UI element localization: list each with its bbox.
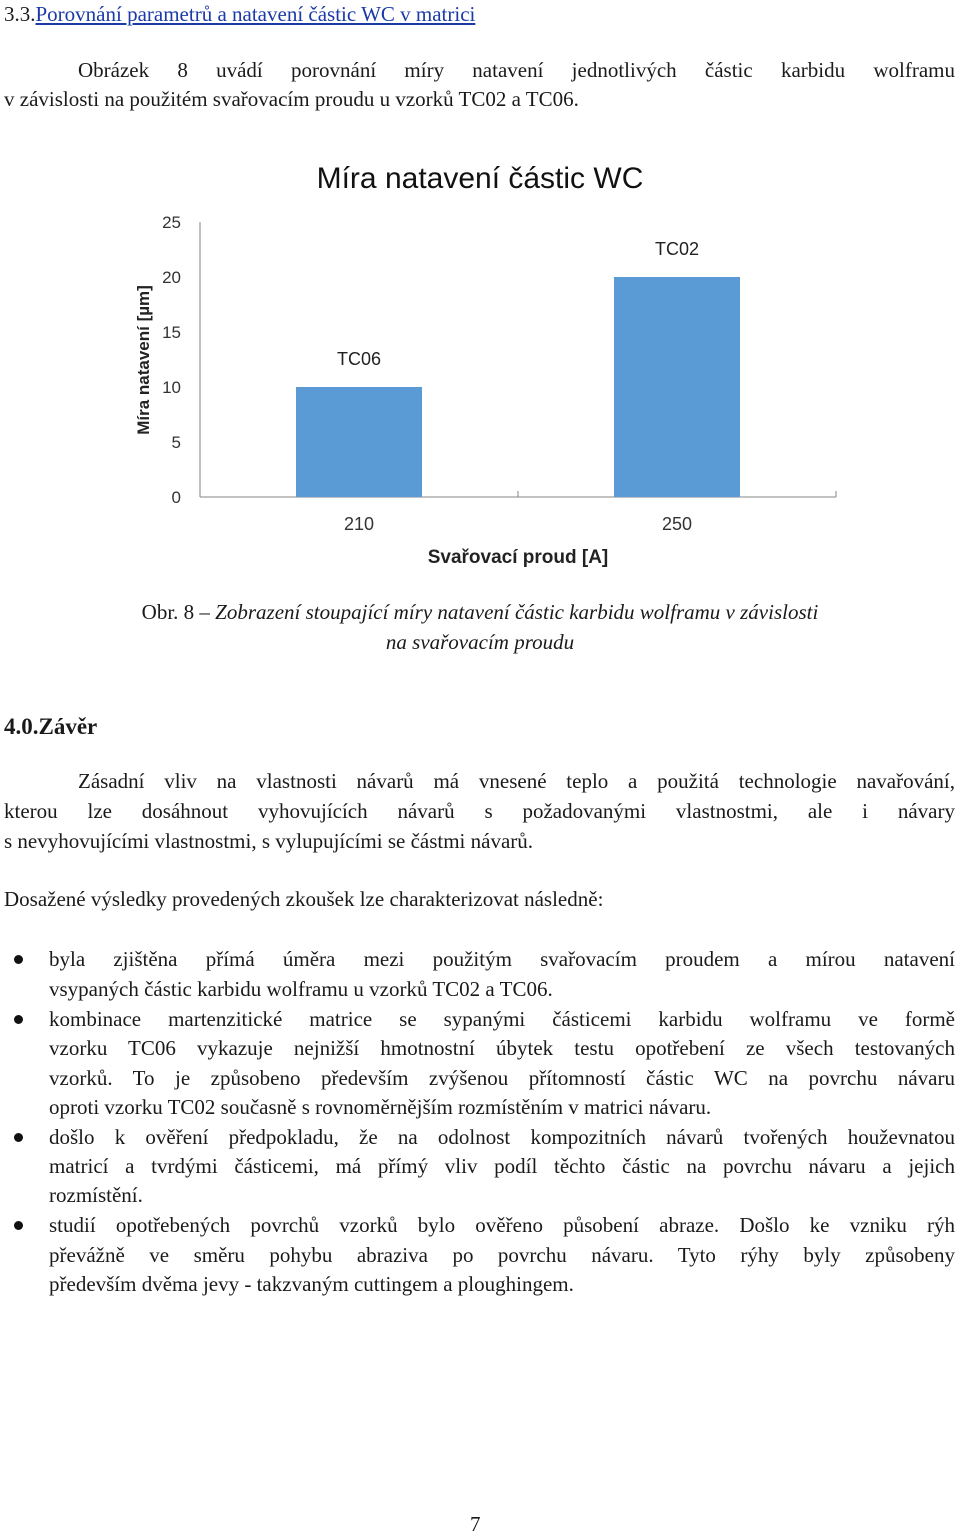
bullet-2-line-1: kombinace martenzitické matrice se sypanými částicemi karbidu wolframu ve formě <box>49 1007 955 1031</box>
bullet-2-line-4: oproti vzorku TC02 současně s rovnoměrnějším rozmístěním v matrici návaru. <box>49 1095 712 1119</box>
bar <box>296 387 422 497</box>
para2: Dosažené výsledky provedených zkoušek lze charakterizovat následně: <box>4 887 604 911</box>
bullet-2-line-2: vzorku TC06 vykazuje nejnižší hmotnostní úbytek testu opotřebení ze všech testovaných <box>49 1036 955 1060</box>
para1-line-2: kterou lze dosáhnout vyhovujících návarů s požadovanými vlastnostmi, ale i návary <box>4 799 955 823</box>
bullet-4-line-2: převážně ve směru pohybu abraziva po povrchu návaru. Tyto rýhy byly způsobeny <box>49 1243 955 1267</box>
x-tick-label: 210 <box>343 514 375 534</box>
x-tick-label: 250 <box>661 514 693 534</box>
bullet-icon <box>14 1221 23 1230</box>
section-title-link[interactable]: Porovnání parametrů a natavení částic WC v matrici <box>35 2 476 26</box>
para1-line-1: Zásadní vliv na vlastnosti návarů má vnesené teplo a použitá technologie navařování, <box>78 769 955 793</box>
bullet-3-line-3: rozmístění. <box>49 1183 143 1207</box>
bars <box>296 239 740 534</box>
bar-chart <box>0 150 960 580</box>
x-axis-label: Svařovací proud [A] <box>427 547 609 568</box>
bar-data-label: TC06 <box>336 349 382 369</box>
bullet-2-line-3: vzorků. To je způsobeno především zvýšenou přítomností částic WC na povrchu návaru <box>49 1066 955 1090</box>
y-tick-label: 20 <box>162 268 181 287</box>
intro-line-1: Obrázek 8 uvádí porovnání míry natavení jednotlivých částic karbidu wolframu <box>78 58 955 82</box>
para1-line-3: s nevyhovujícími vlastnostmi, s vylupujícími se částmi návarů. <box>4 829 534 853</box>
intro-line-2: v závislosti na použitém svařovacím proudu u vzorků TC02 a TC06. <box>4 87 579 111</box>
caption-text-1: – Zobrazení stoupající míry natavení částic karbidu wolframu v závislosti <box>199 600 819 624</box>
section-number: 3.3. <box>4 2 36 26</box>
bullet-icon <box>14 1015 23 1024</box>
caption-line-2: na svařovacím proudu <box>385 630 575 654</box>
figure-caption <box>40 597 920 657</box>
page-number: 7 <box>470 1512 481 1536</box>
bullet-3-line-1: došlo k ověření předpokladu, že na odolnost kompozitních návarů tvořených houževnatou <box>49 1125 955 1149</box>
y-tick-label: 15 <box>162 323 181 342</box>
bullet-icon <box>14 1133 23 1142</box>
bar-data-label: TC02 <box>654 239 700 259</box>
bullet-icon <box>14 955 23 964</box>
y-tick-label: 5 <box>171 433 181 452</box>
bullet-4-line-3: především dvěma jevy - takzvaným cuttingem a ploughingem. <box>49 1272 574 1296</box>
bar <box>614 277 740 497</box>
bullet-1-line-2: vsypaných částic karbidu wolframu u vzorků TC02 a TC06. <box>49 977 553 1001</box>
y-tick-label: 10 <box>162 378 181 397</box>
bullet-4-line-1: studií opotřebených povrchů vzorků bylo ověřeno působení abraze. Došlo ke vzniku rýh <box>49 1213 955 1237</box>
caption-line-1 <box>40 597 920 627</box>
y-axis-label: Míra natavení [µm] <box>134 285 153 435</box>
y-tick-label: 25 <box>162 213 181 232</box>
y-tick-label: 0 <box>171 488 181 507</box>
bullet-1-line-1: byla zjištěna přímá úměra mezi použitým svařovacím proudem a mírou natavení <box>49 947 955 971</box>
section-heading <box>4 0 475 29</box>
caption-prefix: Obr. 8 <box>141 600 195 624</box>
chart-title: Míra natavení částic WC <box>316 162 644 195</box>
bullet-3-line-2: matricí a tvrdými částicemi, má přímý vliv podíl těchto částic na povrchu návaru a jejich <box>49 1154 955 1178</box>
conclusion-heading: 4.0.Závěr <box>4 714 98 739</box>
y-ticks <box>162 213 181 507</box>
